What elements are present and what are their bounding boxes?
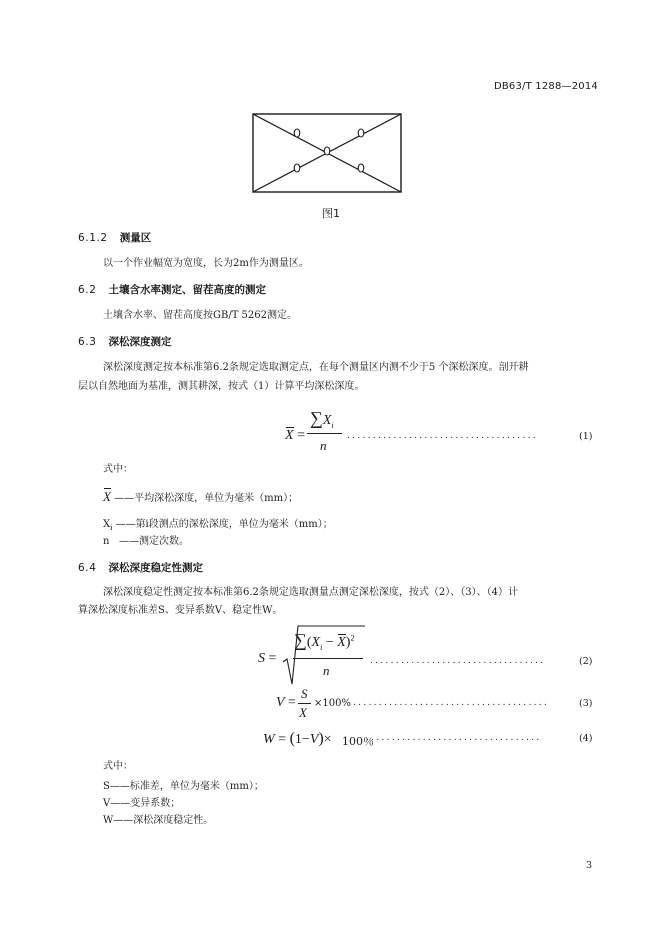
leader-dots: ..................................	[370, 656, 546, 666]
section-number: 6.4	[78, 562, 97, 574]
formula-3-lhs: V =	[276, 695, 296, 710]
section-number: 6.2	[78, 284, 97, 296]
definition-xbar: X ——平均深松深度，单位为毫米（mm）；	[103, 489, 299, 504]
section-heading-6-3	[78, 334, 172, 349]
formula-1-lhs: X =	[285, 428, 305, 443]
paragraph-6-1-2: 以一个作业幅宽为宽度，长为2m作为测量区。	[103, 258, 309, 269]
section-number: 6.3	[78, 336, 97, 348]
measurement-point	[294, 129, 300, 137]
measurement-point	[294, 164, 300, 172]
paragraph-6-4-line1: 深松深度稳定性测定按本标准第6.2条规定选取测量点测定深松深度，按式（2）、（3）、（4）计	[103, 587, 518, 598]
section-title: 土壤含水率测定、留茬高度的测定	[108, 284, 266, 296]
formula-1-numerator: $\sum X_i$	[310, 408, 334, 430]
formula-4-percent: 100％	[342, 735, 374, 748]
paragraph-6-3-line2: 层以自然地面为基准，测其耕深，按式（1）计算平均深松深度。	[78, 381, 365, 392]
formula-2-lhs: S =	[258, 651, 277, 666]
section-heading-6-4	[78, 560, 203, 575]
definition-text: ——测定次数。	[118, 536, 189, 547]
formula-3-percent: ×100%	[314, 698, 351, 709]
measurement-point-diagram	[251, 112, 404, 194]
section-title: 深松深度测定	[108, 336, 172, 348]
definition-w: W——深松深度稳定性。	[103, 815, 214, 826]
where-label: 式中：	[103, 464, 133, 475]
leader-dots: .....................................	[347, 431, 538, 441]
equation-number-2: (2)	[579, 656, 593, 667]
definition-text: ——平均深松深度，单位为毫米（mm）；	[114, 493, 299, 504]
equation-number-1: (1)	[579, 431, 593, 442]
page-number: 3	[585, 860, 592, 871]
standard-code: DB63/T 1288—2014	[493, 81, 598, 92]
paragraph-6-4-line2: 算深松深度标准差S、变异系数V、稳定性W。	[78, 605, 283, 616]
section-number: 6.1.2	[78, 232, 108, 244]
measurement-point	[358, 129, 364, 137]
formula-2-denominator: n	[323, 663, 330, 678]
fraction-bar	[298, 703, 311, 704]
formula-4-lhs: W = (1−V)×	[263, 730, 332, 747]
equation-number-4: (4)	[579, 733, 593, 744]
fraction-bar	[293, 658, 363, 659]
definition-xi: $X_i$ ——第i段测点的深松深度，单位为毫米（mm）；	[103, 519, 333, 532]
formula-2-numerator: $\sum(X_i - X)^2$	[294, 630, 355, 652]
measurement-point	[324, 147, 330, 155]
section-heading-6-2	[78, 282, 266, 297]
formula-3-numerator: S	[301, 686, 308, 701]
formula-1-denominator: n	[320, 438, 327, 453]
leader-dots: ..................................	[366, 733, 542, 743]
definition-n: n ——测定次数。	[103, 536, 189, 547]
paragraph-6-3-line1: 深松深度测定按本标准第6.2条规定选取测定点，在每个测量区内测不少于5 个深松深度。剖开耕	[103, 362, 529, 373]
fraction-bar	[307, 433, 342, 434]
figure-caption: 图1	[322, 207, 340, 220]
definition-s: S——标准差，单位为毫米（mm）；	[103, 781, 264, 792]
equation-number-3: (3)	[579, 698, 593, 709]
definition-text: ——第i段测点的深松深度，单位为毫米（mm）；	[115, 519, 333, 530]
section-heading-6-1-2	[78, 230, 151, 245]
section-title: 测量区	[119, 232, 152, 244]
formula-3-denominator: X	[299, 705, 307, 720]
definition-v: V——变异系数；	[103, 798, 181, 809]
paragraph-6-2: 土壤含水率、留茬高度按GB/T 5262测定。	[103, 310, 298, 321]
where-label: 式中：	[103, 761, 133, 772]
leader-dots: ......................................	[353, 698, 550, 708]
measurement-point	[358, 164, 364, 172]
section-title: 深松深度稳定性测定	[108, 562, 203, 574]
